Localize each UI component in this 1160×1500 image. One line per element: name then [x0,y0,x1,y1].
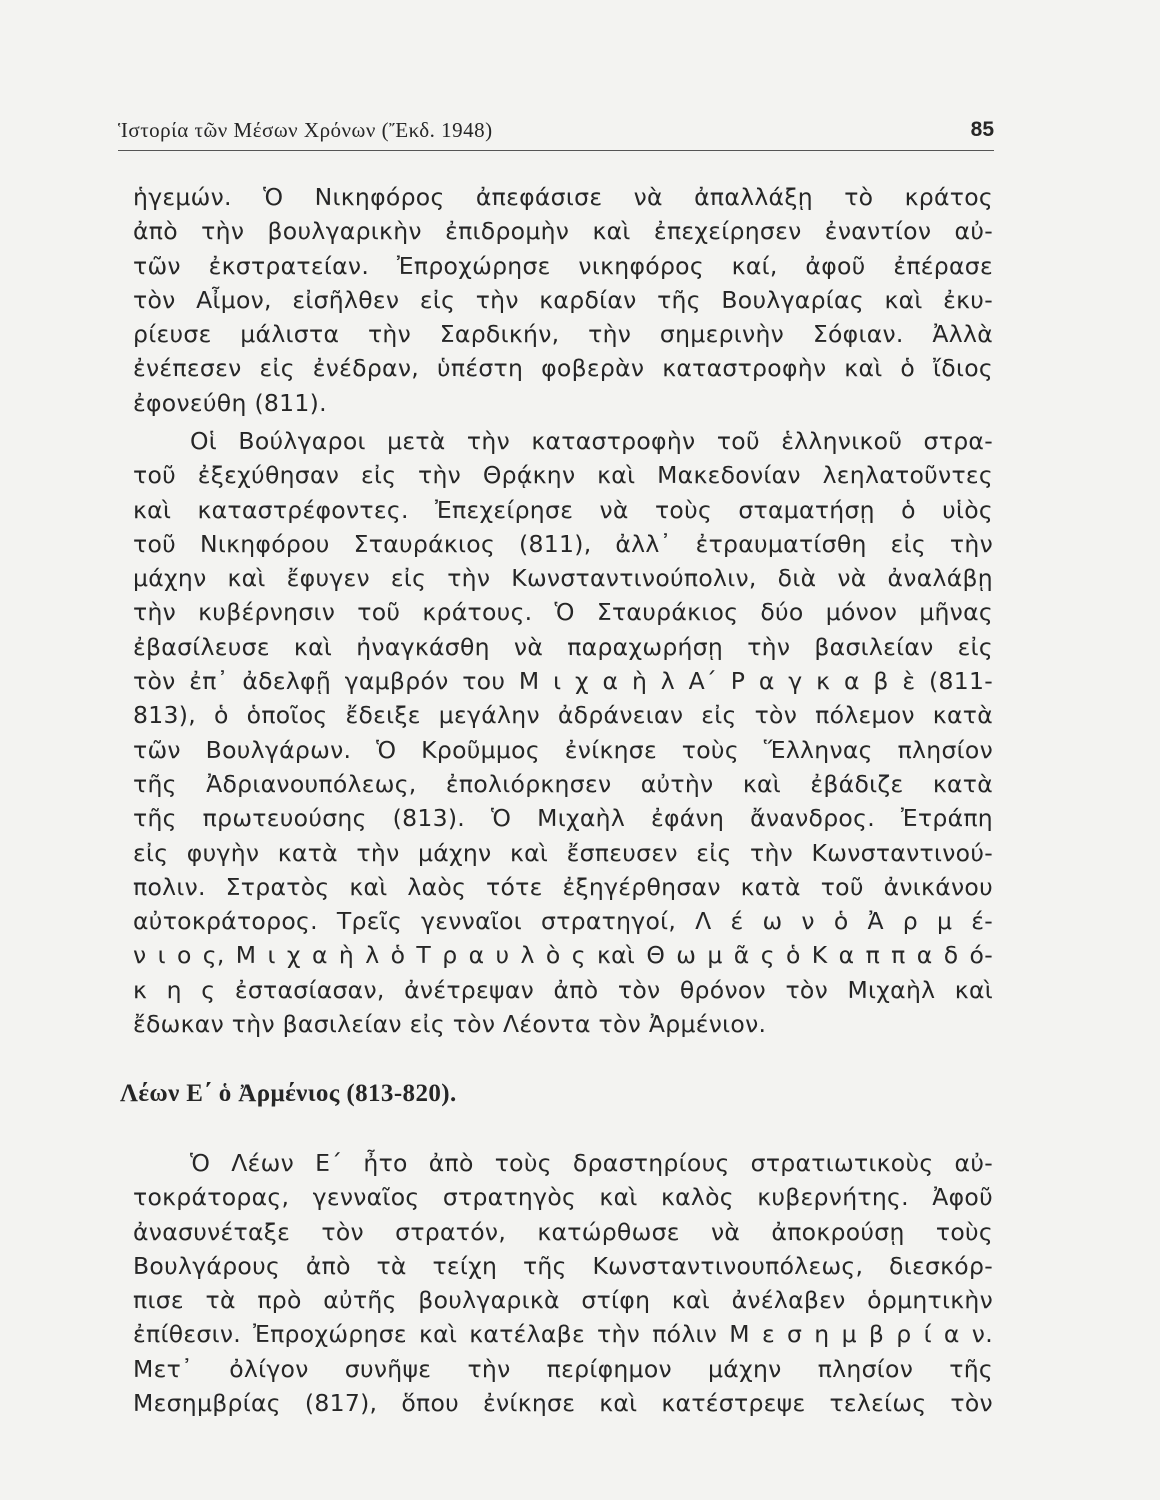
text-line: ἀνασυνέταξε τὸν στρατόν, κατώρθωσε νὰ ἀποκρούσῃ τοὺς [133,1217,993,1246]
text-line: τῆς Ἀδριανουπόλεως, ἐπολιόρκησεν αὐτὴν καὶ ἐβάδιζε κατὰ [133,769,993,798]
paragraph-3 [133,1146,993,1420]
text-line: ν ι ο ς, Μ ι χ α ὴ λ ὁ Τ ρ α υ λ ὸ ς καὶ Θ ω μ ᾶ ς ὁ Κ α π π α δ ό- [133,941,993,970]
text-line: Βουλγάρους ἀπὸ τὰ τείχη τῆς Κωνσταντινουπόλεως, διεσκόρ- [133,1251,993,1280]
page-number: 85 [970,118,994,141]
text-line: τὸν ἐπ᾽ ἀδελφῇ γαμβρόν του Μ ι χ α ὴ λ Α΄ Ρ α γ κ α β ὲ (811- [133,667,993,696]
running-header [118,114,994,150]
text-line: τῶν Βουλγάρων. Ὁ Κροῦμμος ἐνίκησε τοὺς Ἕλληνας πλησίον [133,735,993,764]
text-line: τῆς πρωτευούσης (813). Ὁ Μιχαὴλ ἐφάνη ἄνανδρος. Ἐτράπη [133,804,993,833]
text-line: εἰς φυγὴν κατὰ τὴν μάχην καὶ ἔσπευσεν εἰς τὴν Κωνσταντινού- [133,838,993,867]
text-line: ἐνέπεσεν εἰς ἐνέδραν, ὑπέστη φοβερὰν καταστροφὴν καὶ ὁ ἴδιος [133,354,993,383]
section-heading: Λέων Ε΄ ὁ Ἀρμένιος (813-820). [120,1080,457,1107]
text-line: τὸν Αἶμον, εἰσῆλθεν εἰς τὴν καρδίαν τῆς Βουλγαρίας καὶ ἐκυ- [133,285,993,314]
text-line: 813), ὁ ὁποῖος ἔδειξε μεγάλην ἀδράνειαν εἰς τὸν πόλεμον κατὰ [133,701,993,730]
text-line: ἐβασίλευσε καὶ ἠναγκάσθη νὰ παραχωρήσῃ τὴν βασιλείαν εἰς [133,632,993,661]
text-line: Μετ᾽ ὀλίγον συνῆψε τὴν περίφημον μάχην πλησίον τῆς [133,1354,993,1383]
text-line: μάχην καὶ ἔφυγεν εἰς τὴν Κωνσταντινούπολιν, διὰ νὰ ἀναλάβῃ [133,564,993,593]
text-line: Ὁ Λέων Ε΄ ἦτο ἀπὸ τοὺς δραστηρίους στρατιωτικοὺς αὐ- [190,1149,993,1177]
text-line: αὐτοκράτορος. Τρεῖς γενναῖοι στρατηγοί, Λ έ ω ν ὁ Ἀ ρ μ έ- [133,907,993,936]
text-line: τῶν ἐκστρατείαν. Ἐπροχώρησε νικηφόρος καί, ἀφοῦ ἐπέρασε [133,251,993,280]
text-line: ἀπὸ τὴν βουλγαρικὴν ἐπιδρομὴν καὶ ἐπεχείρησεν ἐναντίον αὐ- [133,217,993,246]
text-line: κ η ς ἐστασίασαν, ἀνέτρεψαν ἀπὸ τὸν θρόνον τὸν Μιχαὴλ καὶ [133,975,993,1004]
text-line: πολιν. Στρατὸς καὶ λαὸς τότε ἐξηγέρθησαν κατὰ τοῦ ἀνικάνου [133,872,993,901]
text-line: πισε τὰ πρὸ αὐτῆς βουλγαρικὰ στίφη καὶ ἀνέλαβεν ὁρμητικὴν [133,1286,993,1315]
text-line: καὶ καταστρέφοντες. Ἐπεχείρησε νὰ τοὺς σταματήσῃ ὁ υἱὸς [133,495,993,524]
text-line: ἡγεμών. Ὁ Νικηφόρος ἀπεφάσισε νὰ ἀπαλλάξῃ τὸ κράτος [133,183,993,211]
text-line: Μεσημβρίας (817), ὅπου ἐνίκησε καὶ κατέστρεψε τελείως τὸν [133,1389,993,1418]
text-line: τοῦ Νικηφόρου Σταυράκιος (811), ἀλλ᾽ ἐτραυματίσθη εἰς τὴν [133,529,993,558]
text-line: ἐφονεύθη (811). [133,388,327,417]
text-line: ρίευσε μάλιστα τὴν Σαρδικήν, τὴν σημερινὴν Σόφιαν. Ἀλλὰ [133,320,993,349]
text-line: τοκράτορας, γενναῖος στρατηγὸς καὶ καλὸς κυβερνήτης. Ἀφοῦ [133,1183,993,1212]
text-line: ἔδωκαν τὴν βασιλείαν εἰς τὸν Λέοντα τὸν Ἀρμένιον. [133,1010,767,1039]
text-line: τὴν κυβέρνησιν τοῦ κράτους. Ὁ Σταυράκιος δύο μόνον μῆνας [133,598,993,627]
text-line: Οἱ Βούλγαροι μετὰ τὴν καταστροφὴν τοῦ ἑλληνικοῦ στρα- [190,427,993,455]
text-line: τοῦ ἐξεχύθησαν εἰς τὴν Θρᾴκην καὶ Μακεδονίαν λεηλατοῦντες [133,461,993,490]
paragraph-1 [133,180,993,420]
paragraph-2 [133,424,993,1041]
text-line: ἐπίθεσιν. Ἐπροχώρησε καὶ κατέλαβε τὴν πόλιν Μ ε σ η μ β ρ ί α ν. [133,1320,993,1349]
header-rule [118,150,994,151]
running-title: Ἱστορία τῶν Μέσων Χρόνων (Ἔκδ. 1948) [118,118,493,142]
